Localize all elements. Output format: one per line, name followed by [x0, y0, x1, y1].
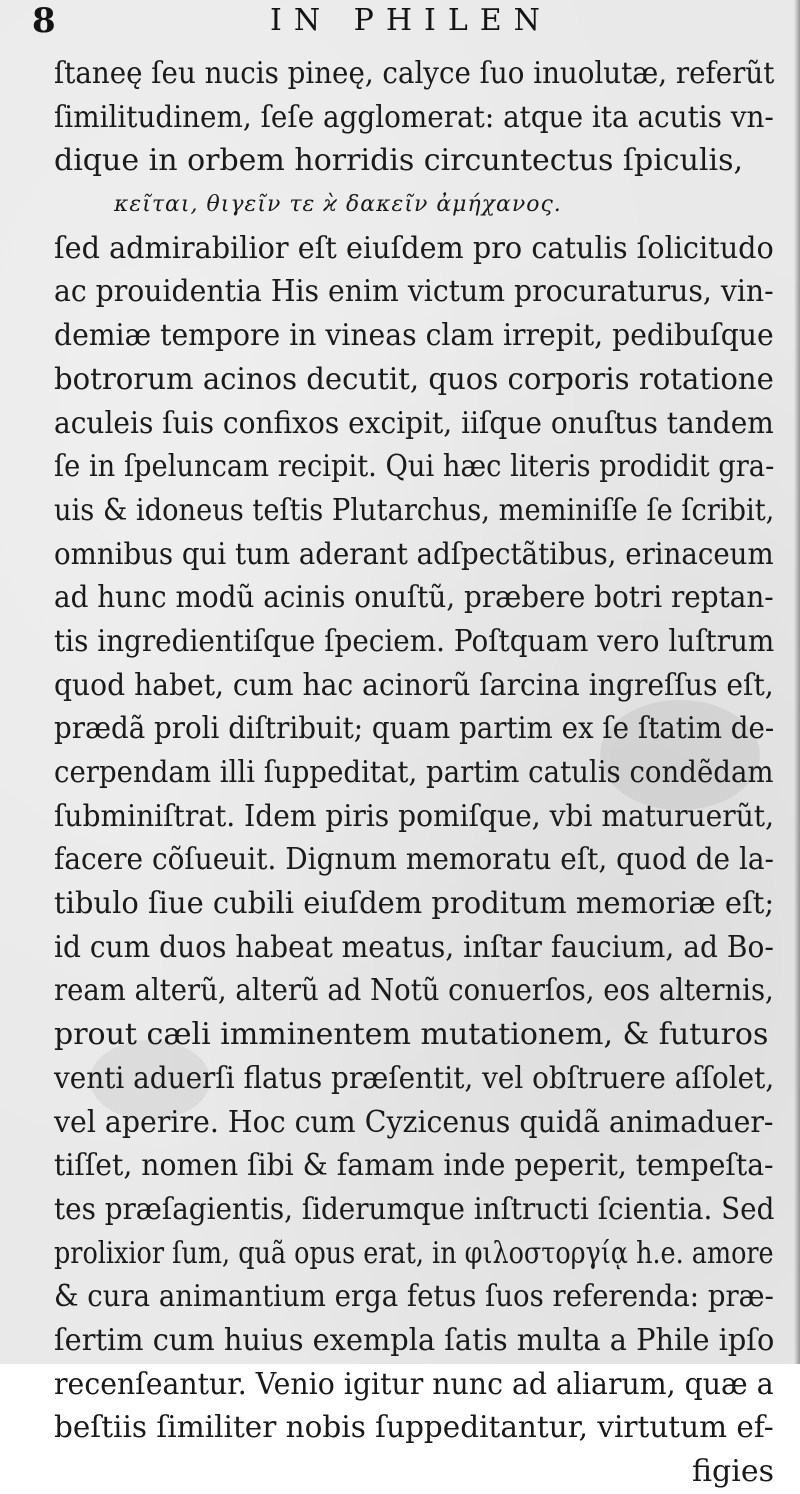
text-line: botrorum acinos decutit, quos corporis rotatione — [54, 361, 774, 397]
text-line: omnibus qui tum aderant adſpectãtibus, erinaceum — [54, 536, 774, 572]
running-head: IN PHILEN — [270, 3, 552, 38]
text-line: ſe in ſpeluncam recipit. Qui hæc literis prodidit gra- — [54, 449, 775, 485]
text-line: dique in orbem horridis circuntectus ſpiculis, — [54, 143, 744, 179]
body-text — [54, 52, 774, 1494]
text-line: beſtiis ſimiliter nobis ſuppeditantur, virtutum ef- — [54, 1410, 774, 1446]
text-line: tis ingredientiſque ſpeciem. Poſtquam vero luſtrum — [54, 623, 775, 659]
text-line: tibulo ſiue cubili eiuſdem proditum memoriæ eſt; — [54, 886, 775, 922]
text-line: ac prouidentia His enim victum procuraturus, vin- — [54, 274, 774, 310]
text-line: ad hunc modũ acinis onuſtũ, præbere botri reptan- — [54, 580, 774, 616]
text-line: recenſeantur. Venio igitur nunc ad aliarum, quæ a — [54, 1366, 774, 1402]
text-line: vel aperire. Hoc cum Cyzicenus quidã animaduer- — [54, 1104, 774, 1140]
text-line: ſubminiſtrat. Idem piris pomiſque, vbi maturuerũt, — [54, 798, 775, 834]
page-header — [0, 0, 800, 44]
text-line: demiæ tempore in vineas clam irrepit, pedibuſque — [54, 318, 774, 354]
text-line: aculeis ſuis confixos excipit, iiſque onuſtus tandem — [54, 405, 774, 441]
text-line: ſtaneę ſeu nucis pineę, calyce ſuo inuolutæ, referũt — [54, 56, 775, 91]
catchword: figies — [692, 1454, 774, 1489]
text-line: prædã proli diſtribuit; quam partim ex ſe ſtatim de- — [54, 711, 775, 747]
text-line: ſertim cum huius exempla ſatis multa a Phile ipſo — [54, 1322, 775, 1358]
text-line: prolixior ſum, quã opus erat, in φιλοστοργίᾳ h.e. amore — [54, 1235, 774, 1271]
greek-quotation-line: κεῖται, θιγεῖν τε ϰ̀ δακεῖν ἀμήχανος. — [114, 192, 562, 218]
text-line: facere cõſueuit. Dignum memoratu eſt, quod de la- — [54, 842, 774, 878]
page-edge-shadow — [794, 0, 800, 1364]
text-line: id cum duos habeat meatus, inſtar faucium, ad Bo- — [54, 929, 774, 965]
text-line: venti aduerſi flatus præſentit, vel obſtruere aſſolet, — [54, 1060, 775, 1096]
text-line: tiſſet, nomen ſibi & famam inde peperit, tempeſta- — [54, 1148, 774, 1184]
text-line: quod habet, cum hac acinorũ ſarcina ingreſſus eſt, — [54, 667, 774, 703]
text-line: uis & idoneus teſtis Plutarchus, meminiſſe ſe ſcribit, — [54, 492, 775, 528]
text-line: ſed admirabilior eſt eiuſdem pro catulis ſolicitudo — [54, 230, 774, 266]
text-line: ream alterũ, alterũ ad Notũ conuerſos, eos alternis, — [54, 973, 774, 1009]
text-line: tes præſagientis, ſiderumque inſtructi ſcientia. Sed — [54, 1191, 775, 1227]
page-number: 8 — [32, 1, 56, 41]
text-line: & cura animantium erga fetus ſuos referenda: præ- — [54, 1279, 774, 1315]
text-line: ſimilitudinem, ſeſe agglomerat: atque ita acutis vn- — [54, 99, 774, 135]
text-line: prout cæli imminentem mutationem, & futuros — [54, 1017, 769, 1053]
text-line: cerpendam illi ſuppeditat, partim catulis condẽdam — [54, 755, 774, 790]
